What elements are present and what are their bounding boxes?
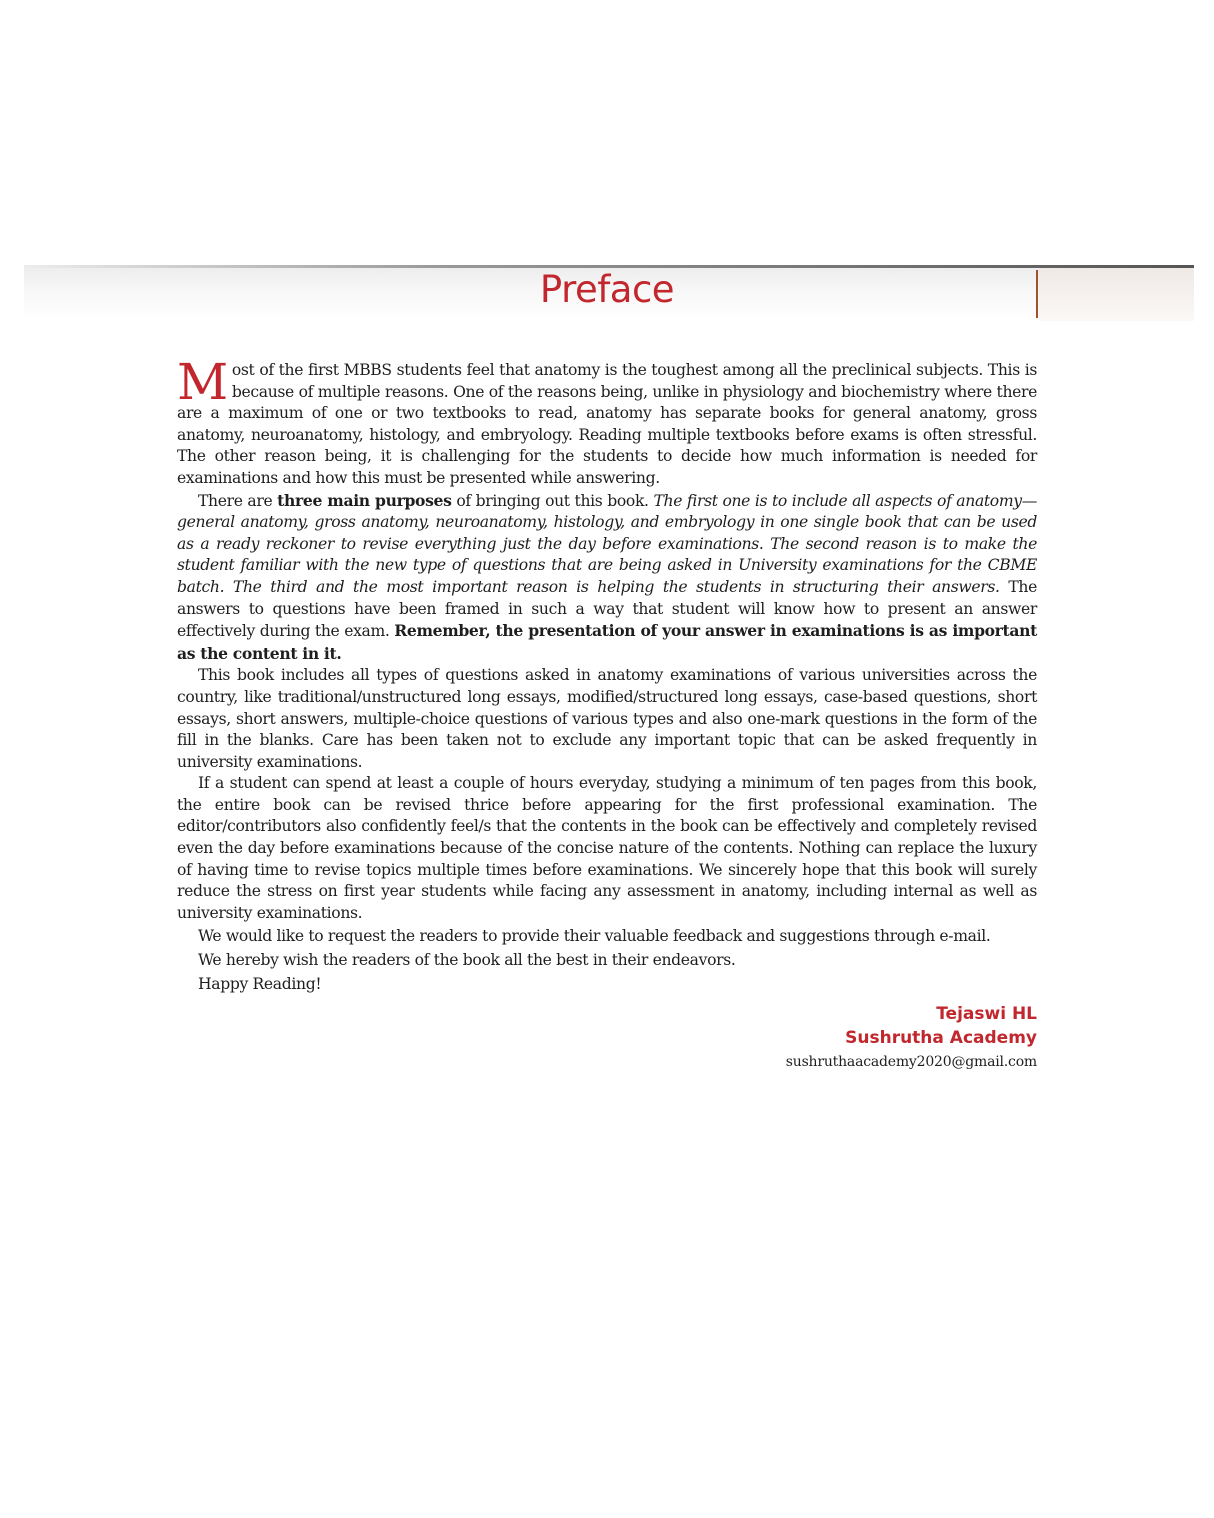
paragraph-2-tail: The answers to questions have been framed in such a way that student will know how to present an answer effectively during the exam.: [177, 577, 1037, 641]
paragraph-2-lead: There are: [198, 491, 278, 510]
signature-org: Sushrutha Academy: [845, 1028, 1037, 1048]
preface-body: [177, 353, 1037, 995]
signature-block: [786, 1002, 1037, 1074]
paragraph-2: [177, 490, 1037, 666]
signature-name: Tejaswi HL: [936, 1004, 1037, 1024]
paragraph-2-italic: The first one is to include all aspects of anatomy—general anatomy, gross anatomy, neuroanatomy, histology, and embryology in one single book that can be used as a ready reckoner to revise everything just the day before examinations. The second reason is to make the student familiar with the new type of questions that are being asked in University examinations for the CBME batch. The third and the most important reason is helping the students in structuring their answers.: [177, 491, 1037, 596]
paragraph-2-mid: of bringing out this book.: [451, 491, 654, 510]
paragraph-1-text: ost of the first MBBS students feel that anatomy is the toughest among all the preclinical subjects. This is because of multiple reasons. One of the reasons being, unlike in physiology and biochemistry where there are a maximum of one or two textbooks to read, anatomy has separate books for general anatomy, gross anatomy, neuroanatomy, histology, and embryology. Reading multiple textbooks before exams is often stressful. The other reason being, it is challenging for the students to decide how much information is needed for examinations and how this must be presented while answering.: [177, 361, 1037, 487]
paragraph-2-bold-end: Remember, the presentation of your answer in examinations is as important as the content in it.: [177, 621, 1037, 663]
page-title: Preface: [539, 268, 675, 311]
paragraph-6: We hereby wish the readers of the book all the best in their endeavors.: [198, 951, 736, 970]
paragraph-1: [177, 353, 1037, 490]
paragraph-4: If a student can spend at least a couple of hours everyday, studying a minimum of ten pages from this book, the entire book can be revised thrice before appearing for the first professional examination. The editor/contributors also confidently feel/s that the contents in the book can be effectively and completely revised even the day before examinations because of the concise nature of the contents. Nothing can replace the luxury of having time to revise topics multiple times before examinations. We sincerely hope that this book will surely reduce the stress on first year students while facing any assessment in anatomy, including internal as well as university examinations.: [177, 774, 1037, 922]
paragraph-3: This book includes all types of questions asked in anatomy examinations of various universities across the country, like traditional/unstructured long essays, modified/structured long essays, case-based questions, short essays, short answers, multiple-choice questions of various types and also one-mark questions in the form of the fill in the blanks. Care has been taken not to exclude any important topic that can be asked frequently in university examinations.: [177, 666, 1037, 771]
paragraph-7: Happy Reading!: [198, 974, 322, 993]
paragraph-5: We would like to request the readers to provide their valuable feedback and suggestions through e-mail.: [198, 927, 991, 946]
paragraph-2-bold: three main purposes: [277, 490, 452, 510]
signature-email: sushruthaacademy2020@gmail.com: [785, 1054, 1037, 1070]
drop-cap: M: [177, 353, 228, 411]
